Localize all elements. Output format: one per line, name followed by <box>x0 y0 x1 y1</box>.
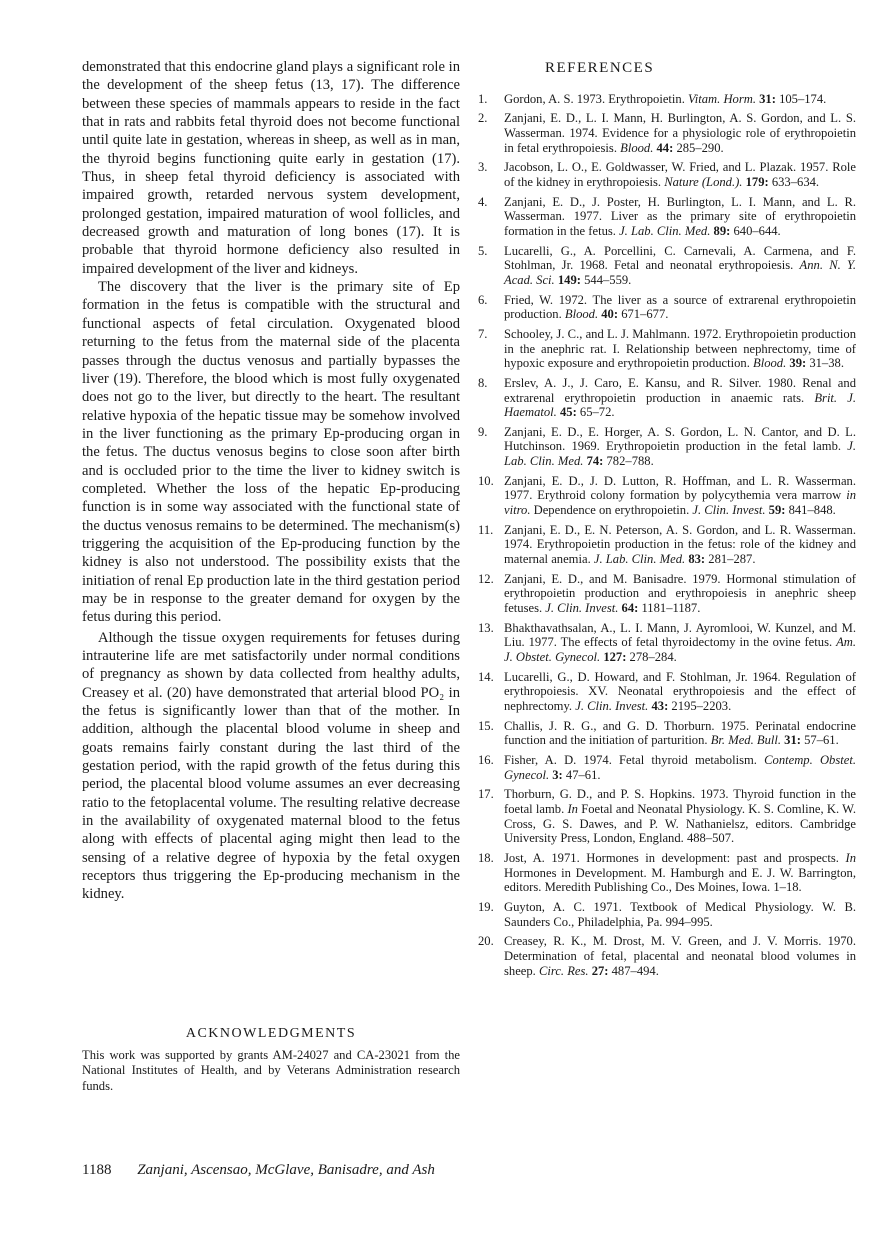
reference-journal: Brit. J. Haematol. <box>504 390 856 420</box>
reference-volume: 83: <box>685 552 706 567</box>
reference-item <box>478 474 856 518</box>
reference-volume: 3: <box>549 767 563 782</box>
reference-journal: J. Lab. Clin. Med. <box>504 439 856 469</box>
reference-volume: 127: <box>600 650 627 665</box>
reference-text: 640–644. <box>730 224 781 239</box>
body-paragraph: The discovery that the liver is the primary site of Ep formation in the fetus is compatible with the structural and functional aspects of fetal circulation. Oxygenated blood returning to the fetus from the maternal side of the placenta passes through the ductus venosus and partially bypasses the liver (19). Therefore, the blood which is most fully oxygenated does not go to the liver, but directly to the heart. The resultant relative hypoxia of the hepatic tissue may be somehow involved in the liver functioning as the primary Ep-producing organ in the fetus. The ductus venosus begins to close soon after birth and is occluded prior to the time the liver to kidney switch is completed. Whether the loss of the hepatic Ep-producing function is in some way associated with the functional state of the ductus venosus remains to be determined. The mechanism(s) triggering the acquisition of the Ep-producing function by the kidney is also not understood. The possibility exists that the initiation of renal Ep production late in the third gestation period may be in response to the greater demand for oxygen by the fetus during this period. <box>82 279 460 626</box>
reference-journal: in vitro. <box>504 488 856 518</box>
page-number: 1188 <box>82 1162 112 1178</box>
reference-number: 7. <box>478 326 488 341</box>
reference-item <box>478 787 856 846</box>
reference-text: 544–559. <box>580 273 632 288</box>
reference-journal: Blood. <box>564 307 599 322</box>
reference-number: 19. <box>478 899 494 914</box>
reference-journal: Br. Med. Bull. <box>710 733 782 748</box>
reference-text: Zanjani, E. D., J. Poster, H. Burlington, L. I. Mann, and L. R. Wasserman. 1977. Liver as the primary site of erythropoietin formation in the fetus. <box>504 194 856 239</box>
reference-journal: Circ. Res. <box>538 963 589 978</box>
reference-item <box>478 327 856 371</box>
reference-text: Zanjani, E. D., E. N. Peterson, A. S. Gordon, and L. R. Wasserman. 1974. Erythropoietin production in the fetus: role of the kidney and maternal anemia. <box>504 522 856 567</box>
reference-journal: Nature (Lond.). <box>664 175 743 190</box>
reference-number: 14. <box>478 669 494 684</box>
reference-item <box>478 92 856 107</box>
reference-journal: J. Clin. Invest. <box>575 699 649 714</box>
reference-number: 13. <box>478 620 494 635</box>
reference-journal: Blood. <box>620 140 654 155</box>
reference-item <box>478 621 856 665</box>
reference-text: Lucarelli, G., A. Porcellini, C. Carnevali, A. Carmena, and F. Stohlman, Jr. 1968. Fetal and neonatal erythropoiesis. <box>504 243 856 273</box>
reference-text: 1181–1187. <box>638 601 701 616</box>
reference-volume: 89: <box>710 224 731 239</box>
reference-text: 285–290. <box>673 140 724 155</box>
reference-item <box>478 111 856 155</box>
reference-text: 671–677. <box>618 307 669 322</box>
reference-text: 47–61. <box>562 767 601 782</box>
reference-text: Gordon, A. S. 1973. Erythropoietin. <box>504 92 688 106</box>
reference-text: 105–174. <box>775 92 827 106</box>
reference-volume: 39: <box>786 356 807 371</box>
reference-text: Hormones in Development. M. Hamburgh and E. J. W. Barrington, editors. Meredith Publishing Co., Des Moines, Iowa. 1–18. <box>504 865 856 895</box>
reference-text: Zanjani, E. D., and M. Banisadre. 1979. Hormonal stimulation of erythropoietin production and erythropoiesis in anephric sheep fetuses. <box>504 571 856 616</box>
reference-text: Erslev, A. J., J. Caro, E. Kansu, and R. Silver. 1980. Renal and extrarenal erythropoietin production in anaemic rats. <box>504 375 856 405</box>
reference-item <box>478 719 856 749</box>
reference-item <box>478 900 856 930</box>
reference-text: Zanjani, E. D., E. Horger, A. S. Gordon, L. N. Cantor, and D. L. Hutchinson. 1969. Erythropoietin production in the fetal lamb. <box>504 424 856 454</box>
reference-volume: 45: <box>556 405 577 420</box>
reference-text: Jacobson, L. O., E. Goldwasser, W. Fried, and L. Plazak. 1957. Role of the kidney in erythropoiesis. <box>504 160 856 190</box>
reference-journal: Blood. <box>753 356 787 371</box>
reference-number: 6. <box>478 292 488 307</box>
reference-text: Fried, W. 1972. The liver as a source of extrarenal erythropoietin production. <box>504 292 856 322</box>
body-paragraph: demonstrated that this endocrine gland plays a significant role in the development of the sheep fetus (13, 17). The difference between these species of mammals appears to reside in the fact that in rats and rabbits fetal thyroid does not become functional until quite late in gestation, whereas in sheep, as well as in man, the thyroid begins functioning quite early in gestation (17). Thus, in sheep fetal thyroid deficiency is associated with impaired growth, retarded nervous system development, prolonged gestation, impaired maturation of wool follicles, and decreased growth and maturation of long bones (17). It is probable that thyroid hormone deficiency also resulted in impaired development of the liver and kidneys. <box>82 59 460 277</box>
references-heading: REFERENCES <box>545 60 655 76</box>
reference-volume: 64: <box>618 601 639 616</box>
reference-text: 487–494. <box>608 963 659 978</box>
reference-item <box>478 851 856 895</box>
reference-journal: J. Lab. Clin. Med. <box>619 224 711 239</box>
acknowledgments-heading: ACKNOWLEDGMENTS <box>185 1026 357 1041</box>
page-footer <box>82 1162 435 1179</box>
reference-text: Foetal and Neonatal Physiology. K. S. Comline, K. W. Cross, G. S. Dawes, and P. W. Nathanielsz, editors. Cambridge University Press, London, England. 488–507. <box>504 801 856 846</box>
reference-text: 57–61. <box>800 733 839 748</box>
reference-text: Jost, A. 1971. Hormones in development: past and prospects. <box>504 850 846 865</box>
reference-item <box>478 160 856 190</box>
reference-volume: 31: <box>781 733 801 748</box>
reference-item <box>478 670 856 714</box>
body-text-column <box>82 58 460 904</box>
running-authors: Zanjani, Ascensao, McGlave, Banisadre, and Ash <box>137 1162 435 1178</box>
reference-item <box>478 244 856 288</box>
reference-text: Lucarelli, G., D. Howard, and F. Stohlman, Jr. 1964. Regulation of erythropoiesis. XV. Neonatal erythropoiesis and the effect of nephrectomy. <box>504 669 856 714</box>
reference-item <box>478 523 856 567</box>
reference-journal: Ann. N. Y. Acad. Sci. <box>504 258 856 288</box>
reference-journal: In <box>845 850 856 865</box>
references-heading-wrap <box>470 60 870 77</box>
reference-number: 20. <box>478 933 494 948</box>
reference-text: Fisher, A. D. 1974. Fetal thyroid metabolism. <box>504 752 765 767</box>
reference-text: 2195–2203. <box>668 699 732 714</box>
reference-text: Challis, J. R. G., and G. D. Thorburn. 1975. Perinatal endocrine function and the initiation of parturition. <box>504 718 856 748</box>
body-paragraph: Although the tissue oxygen requirements for fetuses during intrauterine life are met satisfactorily under normal conditions of pregnancy as shown by data collected from healthy adults, Creasey et al. (20) have demonstrated that arterial blood PO₂ in the fetus is significantly lower than that of the mother. In addition, although the placental blood volume in sheep and goats remains fairly constant during the last third of the gestation period, with the rapid growth of the fetus during this period, the placental blood volume assumes an ever decreasing ratio to the fetoplacental volume. The resulting relative decrease in the availability of oxygenated maternal blood to the fetus along with effects of placental aging might then lead to the sensing of a relative degree of hypoxia by the fetal oxygen receptors thus triggering the Ep-producing mechanism in the kidney. <box>82 629 460 903</box>
reference-number: 11. <box>478 522 494 537</box>
reference-text: Dependence on erythropoietin. <box>530 503 693 518</box>
reference-number: 1. <box>478 92 488 106</box>
reference-journal: J. Lab. Clin. Med. <box>593 552 686 567</box>
reference-item <box>478 425 856 469</box>
reference-number: 15. <box>478 718 494 733</box>
reference-item <box>478 195 856 239</box>
reference-number: 8. <box>478 375 488 390</box>
reference-item <box>478 293 856 323</box>
reference-journal: J. Clin. Invest. <box>692 503 766 518</box>
reference-volume: 59: <box>765 503 786 518</box>
reference-number: 12. <box>478 571 494 586</box>
reference-text: Schooley, J. C., and L. J. Mahlmann. 1972. Erythropoietin production in the anephric rat. I. Relationship between nephrectomy, time of hypoxic exposure and erythropoietin production. <box>504 326 856 371</box>
reference-volume: 43: <box>648 699 669 714</box>
reference-number: 16. <box>478 752 494 767</box>
reference-volume: 44: <box>653 140 674 155</box>
reference-text: 841–848. <box>785 503 836 518</box>
reference-text: Zanjani, E. D., J. D. Lutton, R. Hoffman, and L. R. Wasserman. 1977. Erythroid colony formation by polycythemia vera marrow <box>504 473 856 503</box>
reference-volume: 74: <box>583 454 604 469</box>
reference-volume: 27: <box>588 963 609 978</box>
reference-journal: Contemp. Obstet. Gynecol. <box>504 752 856 782</box>
reference-item <box>478 572 856 616</box>
reference-item <box>478 376 856 420</box>
reference-text: 281–287. <box>705 552 756 567</box>
reference-text: 31–38. <box>806 356 844 371</box>
references-list <box>478 92 856 983</box>
reference-volume: 179: <box>742 175 769 190</box>
reference-volume: 31: <box>755 92 776 106</box>
reference-text: 65–72. <box>576 405 615 420</box>
reference-text: Guyton, A. C. 1971. Textbook of Medical Physiology. W. B. Saunders Co., Philadelphia, Pa. 994–995. <box>504 899 856 929</box>
reference-number: 9. <box>478 424 488 439</box>
reference-journal: Vitam. Horm. <box>688 92 756 106</box>
acknowledgments-text: This work was supported by grants AM-24027 and CA-23021 from the National Institutes of Health, and by Veterans Administration research funds. <box>82 1048 460 1093</box>
reference-volume: 149: <box>554 273 581 288</box>
reference-journal: J. Clin. Invest. <box>545 601 619 616</box>
reference-text: 782–788. <box>603 454 654 469</box>
reference-number: 5. <box>478 243 488 258</box>
reference-text: Bhakthavathsalan, A., L. I. Mann, J. Ayromlooi, W. Kunzel, and M. Liu. 1977. The effects of fetal thyroidectomy in the ovine fetus. <box>504 620 856 650</box>
reference-number: 2. <box>478 111 488 126</box>
reference-item <box>478 753 856 783</box>
reference-journal: Am. J. Obstet. Gynecol. <box>504 635 856 665</box>
reference-journal: In <box>567 801 578 816</box>
reference-number: 17. <box>478 786 494 801</box>
reference-text: Creasey, R. K., M. Drost, M. V. Green, and J. V. Morris. 1970. Determination of fetal, placental and neonatal blood volumes in sheep. <box>504 933 856 978</box>
reference-number: 18. <box>478 850 494 865</box>
reference-text: Zanjani, E. D., L. I. Mann, H. Burlington, A. S. Gordon, and L. S. Wasserman. 1974. Evidence for a physiologic role of erythropoietin in fetal erythropoiesis. <box>504 111 856 155</box>
reference-number: 4. <box>478 194 488 209</box>
reference-text: Thorburn, G. D., and P. S. Hopkins. 1973. Thyroid function in the foetal lamb. <box>504 786 856 816</box>
reference-number: 3. <box>478 160 488 175</box>
reference-volume: 40: <box>598 307 619 322</box>
reference-text: 278–284. <box>626 650 677 665</box>
reference-text: 633–634. <box>768 175 820 190</box>
reference-number: 10. <box>478 473 494 488</box>
reference-item <box>478 934 856 978</box>
